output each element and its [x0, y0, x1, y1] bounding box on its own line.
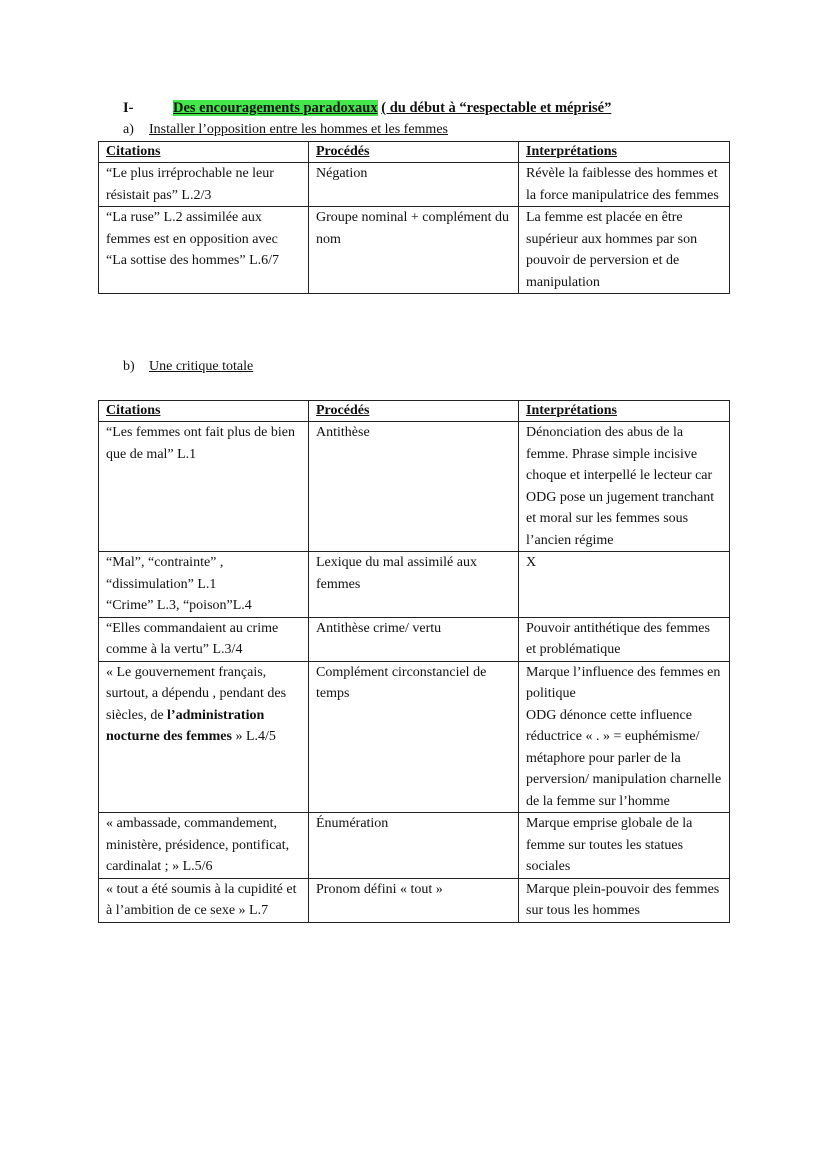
header-interpretations: Interprétations — [519, 142, 730, 163]
procede-cell: Pronom défini « tout » — [309, 878, 519, 922]
procede-cell: Lexique du mal assimilé aux femmes — [309, 552, 519, 618]
subsection-b-title — [123, 358, 253, 376]
table-row — [99, 207, 730, 294]
interpretation-cell — [519, 661, 730, 813]
header-interpretations: Interprétations — [519, 401, 730, 422]
subsection-b-label: b) — [123, 359, 135, 374]
citation-line: “Mal”, “contrainte” , “dissimulation” L.1 — [106, 555, 224, 592]
interpretation-line: Marque l’influence des femmes en politique — [526, 664, 721, 701]
citation-text: « Le gouvernement français, surtout, a dépendu , pendant des siècles, de — [106, 664, 287, 723]
procede-cell: Négation — [309, 163, 519, 207]
table-row — [99, 552, 730, 618]
citation-line: “Crime” L.3, “poison”L.4 — [106, 598, 252, 613]
table-header-row — [99, 401, 730, 422]
section-heading — [123, 99, 803, 117]
interpretation-cell: Pouvoir antithétique des femmes et problématique — [519, 617, 730, 661]
procede-cell: Antithèse crime/ vertu — [309, 617, 519, 661]
interpretation-cell: Marque plein-pouvoir des femmes sur tous les hommes — [519, 878, 730, 922]
citation-ref: » L.4/5 — [235, 729, 276, 744]
citation-cell: « ambassade, commandement, ministère, présidence, pontificat, cardinalat ; » L.5/6 — [99, 813, 309, 879]
citation-cell: “La ruse” L.2 assimilée aux femmes est en opposition avec “La sottise des hommes” L.6/7 — [99, 207, 309, 294]
table-row — [99, 163, 730, 207]
table-opposition — [98, 141, 730, 294]
citation-cell: « tout a été soumis à la cupidité et à l’ambition de ce sexe » L.7 — [99, 878, 309, 922]
table-row — [99, 878, 730, 922]
subsection-a-label: a) — [123, 122, 134, 137]
interpretation-line: ODG dénonce cette influence réductrice « . » = euphémisme/ métaphore pour parler de la perversion/ manipulation charnelle de la femme sur l’homme — [526, 707, 722, 809]
citation-cell — [99, 661, 309, 813]
subsection-a-title — [123, 121, 448, 139]
interpretation-cell: La femme est placée en être supérieur aux hommes par son pouvoir de perversion et de manipulation — [519, 207, 730, 294]
citation-cell: “Elles commandaient au crime comme à la vertu” L.3/4 — [99, 617, 309, 661]
table-row — [99, 422, 730, 552]
table-row — [99, 813, 730, 879]
table-header-row — [99, 142, 730, 163]
subsection-b-text: Une critique totale — [149, 359, 254, 374]
table-row — [99, 617, 730, 661]
interpretation-cell: Marque emprise globale de la femme sur toutes les statues sociales — [519, 813, 730, 879]
interpretation-cell: Révèle la faiblesse des hommes et la force manipulatrice des femmes — [519, 163, 730, 207]
table-row — [99, 661, 730, 813]
procede-cell: Complément circonstanciel de temps — [309, 661, 519, 813]
citation-bold-text: l’administration nocturne des femmes — [106, 707, 265, 744]
highlighted-title: Des encouragements paradoxaux — [173, 100, 378, 116]
header-citations: Citations — [99, 142, 309, 163]
table-critique — [98, 400, 730, 923]
header-procedes: Procédés — [309, 142, 519, 163]
citation-cell: “Les femmes ont fait plus de bien que de mal” L.1 — [99, 422, 309, 552]
interpretation-cell: X — [519, 552, 730, 618]
subsection-a-text: Installer l’opposition entre les hommes et les femmes — [149, 122, 448, 137]
section-number: I- — [123, 100, 134, 116]
citation-cell — [99, 552, 309, 618]
heading-rest: ( du début à “respectable et méprisé” — [381, 100, 612, 116]
procede-cell: Énumération — [309, 813, 519, 879]
header-procedes: Procédés — [309, 401, 519, 422]
procede-cell: Antithèse — [309, 422, 519, 552]
interpretation-cell: Dénonciation des abus de la femme. Phrase simple incisive choque et interpellé le lecteur car ODG pose un jugement tranchant et moral sur les femmes sous l’ancien régime — [519, 422, 730, 552]
header-citations: Citations — [99, 401, 309, 422]
citation-cell: “Le plus irréprochable ne leur résistait pas” L.2/3 — [99, 163, 309, 207]
procede-cell: Groupe nominal + complément du nom — [309, 207, 519, 294]
